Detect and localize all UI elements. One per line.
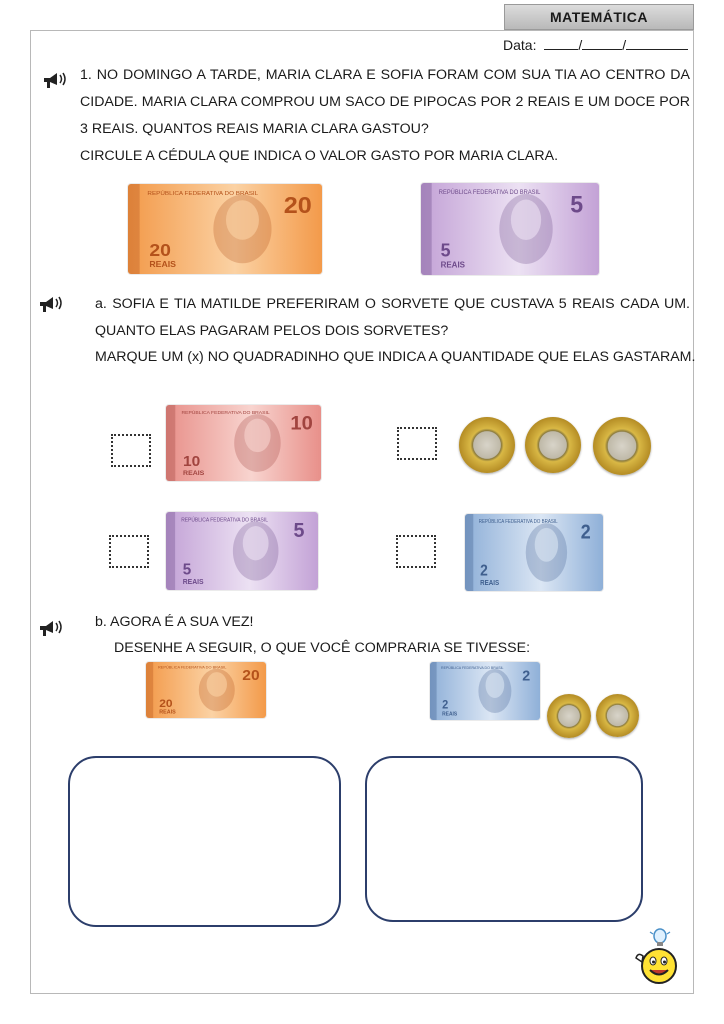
effigy-face (535, 528, 558, 562)
banknote-20-reais (146, 662, 266, 718)
banknote-2-reais (430, 662, 540, 720)
banknote-10-reais (166, 405, 321, 481)
effigy-face (207, 672, 227, 697)
one-real-coin-icon (459, 417, 515, 473)
banknote-side-strip (166, 512, 175, 590)
banknote-side-strip (146, 662, 153, 718)
banknote-currency: REAIS (183, 469, 205, 477)
banknote-issuer: REPÚBLICA FEDERATIVA DO BRASIL (441, 665, 504, 670)
banknote-value-bottom: 2 (442, 699, 449, 712)
banknote-value-bottom: 10 (183, 452, 201, 470)
banknote-value-top: 5 (293, 519, 305, 543)
question-a-text: a. SOFIA E TIA MATILDE PREFERIRAM O SORVETE QUE CUSTAVA 5 REAIS CADA UM. QUANTO ELAS PAGARAM PELOS DOIS SORVETES? (95, 296, 690, 339)
effigy-face (243, 526, 269, 560)
speaker-icon[interactable] (38, 618, 64, 638)
banknote-issuer: REPÚBLICA FEDERATIVA DO BRASIL (478, 520, 558, 526)
banknote-side-strip (465, 514, 473, 591)
checkbox-option-2-reais[interactable] (396, 535, 436, 568)
drawing-area-left[interactable] (68, 756, 341, 927)
date-separator: / (578, 37, 583, 53)
smiley-lightbulb-icon (628, 928, 684, 986)
banknote-value-bottom: 20 (159, 697, 173, 710)
speaker-icon[interactable] (42, 70, 68, 90)
banknote-value-bottom: 5 (182, 561, 192, 579)
banknote-currency: REAIS (149, 259, 176, 269)
banknote-issuer: REPÚBLICA FEDERATIVA DO BRASIL (158, 665, 227, 670)
banknote-side-strip (421, 183, 432, 275)
one-real-coin-icon (593, 417, 651, 475)
one-real-coin-icon (596, 694, 639, 737)
banknote-issuer: REPÚBLICA FEDERATIVA DO BRASIL (147, 189, 259, 197)
question-b-title: b. AGORA É A SUA VEZ! (95, 614, 254, 630)
banknote-side-strip (166, 405, 175, 481)
checkbox-option-3-coins[interactable] (397, 427, 437, 460)
effigy-face (226, 200, 259, 240)
banknote-value-top: 20 (283, 192, 312, 219)
banknote-2-reais (465, 514, 603, 591)
question-b-instruction: DESENHE A SEGUIR, O QUE VOCÊ COMPRARIA SE TIVESSE: (114, 640, 531, 656)
banknote-currency: REAIS (442, 711, 458, 718)
banknote-value-bottom: 20 (149, 239, 171, 260)
banknote-currency: REAIS (182, 578, 204, 586)
effigy-face (486, 672, 505, 698)
banknote-issuer: REPÚBLICA FEDERATIVA DO BRASIL (181, 410, 270, 417)
banknote-value-top: 10 (290, 412, 313, 435)
banknote-issuer: REPÚBLICA FEDERATIVA DO BRASIL (438, 189, 541, 197)
one-real-coin-icon (525, 417, 581, 473)
banknote-value-bottom: 5 (440, 240, 451, 261)
banknote-5-reais[interactable] (421, 183, 599, 275)
banknote-side-strip (430, 662, 437, 720)
drawing-area-right[interactable] (365, 756, 643, 922)
date-separator: / (622, 37, 627, 53)
banknote-value-top: 2 (580, 521, 591, 544)
one-real-coin-icon (547, 694, 591, 738)
effigy-face (244, 419, 270, 452)
question-a-instruction: MARQUE UM (x) NO QUADRADINHO QUE INDICA A QUANTIDADE QUE ELAS GASTARAM. (95, 349, 696, 365)
speaker-icon[interactable] (38, 294, 64, 314)
checkbox-option-10-reais[interactable] (111, 434, 151, 467)
subject-header: MATEMÁTICA (504, 4, 694, 30)
question-1-text: 1. NO DOMINGO A TARDE, MARIA CLARA E SOFIA FORAM COM SUA TIA AO CENTRO DA CIDADE. MARIA CLARA COMPROU UM SACO DE PIPOCAS POR 2 REAIS E UM DOCE POR 3 REAIS. QUANTOS REAIS MARIA CLARA GASTOU? (80, 67, 690, 137)
banknote-value-top: 5 (570, 191, 584, 218)
banknote-currency: REAIS (159, 709, 176, 716)
checkbox-option-5-reais[interactable] (109, 535, 149, 568)
banknote-value-bottom: 2 (480, 562, 488, 580)
banknote-5-reais (166, 512, 318, 590)
banknote-value-top: 20 (242, 667, 260, 684)
banknote-20-reais[interactable] (128, 184, 322, 274)
banknote-side-strip (128, 184, 140, 274)
question-1-instruction: CIRCULE A CÉDULA QUE INDICA O VALOR GASTO POR MARIA CLARA. (80, 148, 559, 164)
banknote-currency: REAIS (440, 260, 466, 270)
effigy-face (511, 200, 541, 240)
date-label: Data: (503, 37, 537, 53)
banknote-currency: REAIS (480, 579, 500, 587)
banknote-value-top: 2 (522, 668, 531, 685)
banknote-issuer: REPÚBLICA FEDERATIVA DO BRASIL (181, 517, 268, 524)
